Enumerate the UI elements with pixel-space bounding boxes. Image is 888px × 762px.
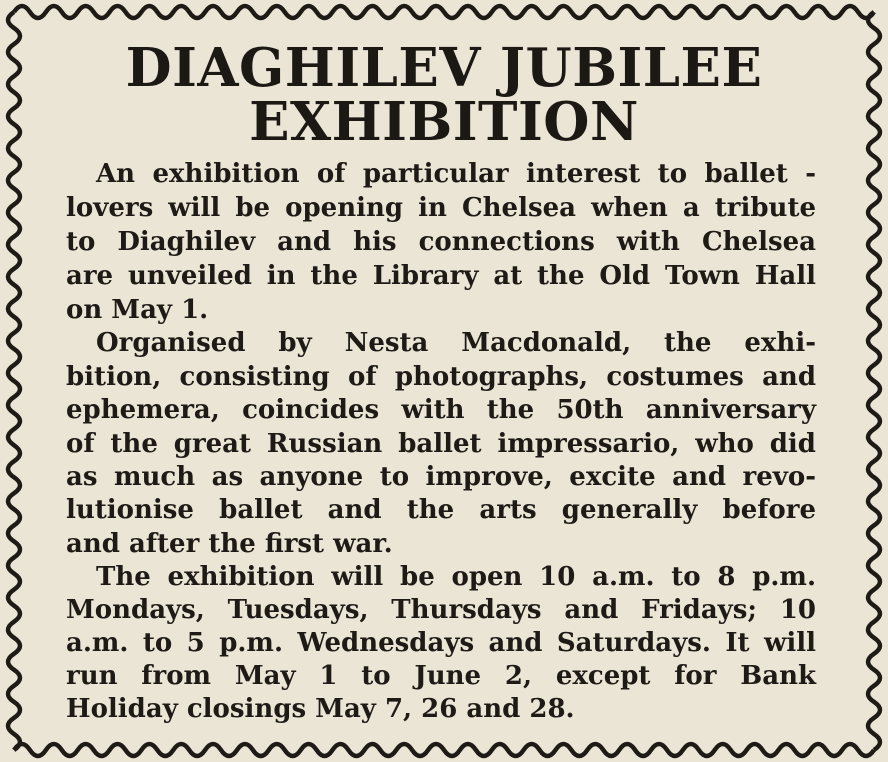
border-wave-segment bbox=[8, 12, 20, 750]
border-wave-segment bbox=[14, 6, 874, 18]
paragraph-1-line: to Diaghilev and his connections with Chelsea bbox=[66, 227, 816, 257]
paragraph-3-line: run from May 1 to June 2, except for Bank bbox=[66, 661, 816, 691]
paragraph-3-line: The exhibition will be open 10 a.m. to 8 p.m. bbox=[96, 562, 816, 592]
paragraph-1-line: An exhibition of particular interest to ballet - bbox=[96, 159, 816, 189]
paragraph-2-line: as much as anyone to improve, excite and revo- bbox=[66, 462, 816, 492]
paragraph-2-line: and after the first war. bbox=[66, 529, 393, 559]
paragraph-1-line: are unveiled in the Library at the Old Town Hall bbox=[66, 261, 816, 291]
paragraph-2-line: bition, consisting of photographs, costumes and bbox=[66, 362, 816, 392]
paragraph-1-line: on May 1. bbox=[66, 295, 209, 325]
paragraph-1-line: lovers will be opening in Chelsea when a tribute bbox=[66, 193, 816, 223]
paragraph-2-line: of the great Russian ballet impressario, who did bbox=[66, 429, 816, 459]
border-wave-segment bbox=[868, 12, 880, 750]
paragraph-3-line: Holiday closings May 7, 26 and 28. bbox=[66, 694, 575, 724]
paragraph-2-line: ephemera, coincides with the 50th anniversary bbox=[66, 395, 816, 425]
headline-line-1: DIAGHILEV JUBILEE bbox=[125, 37, 763, 99]
border-wave-segment bbox=[14, 744, 874, 756]
paragraph-3-line: a.m. to 5 p.m. Wednesdays and Saturdays. It will bbox=[66, 628, 816, 658]
paragraph-3-line: Mondays, Tuesdays, Thursdays and Fridays; 10 bbox=[66, 595, 816, 625]
paragraph-2-line: Organised by Nesta Macdonald, the exhi- bbox=[96, 328, 816, 358]
headline-line-2: EXHIBITION bbox=[249, 91, 639, 153]
paragraph-2-line: lutionise ballet and the arts generally before bbox=[66, 495, 816, 525]
